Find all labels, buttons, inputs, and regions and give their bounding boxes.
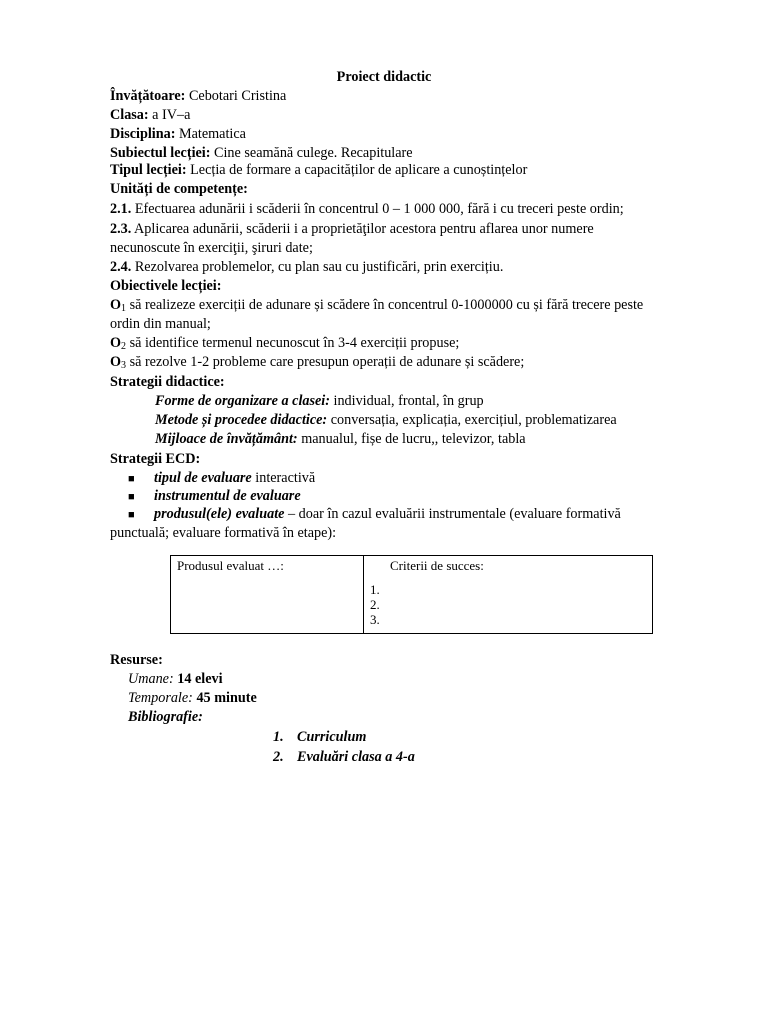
bullet-square-icon: ■ <box>128 509 135 521</box>
resource-time: Temporale: 45 minute <box>128 690 257 706</box>
ecd-bullet-3-continued: punctuală; evaluare formativă în etape): <box>110 525 337 541</box>
strategy-means: Mijloace de învățământ: manualul, fișe de lucru,, televizor, tabla <box>155 431 526 447</box>
competences-heading: Unități de competențe: <box>110 181 248 197</box>
objective-o3: $O_3$ să rezolve 1-2 probleme care presupun operații de adunare și scădere; <box>110 354 525 371</box>
subject-label: Subiectul lecției: <box>110 145 211 161</box>
objective-o1: $O_1$ să realizeze exerciții de adunare și scădere în concentrul 0-1000000 cu și fără trecere peste <box>110 297 644 314</box>
class-value: a IV–a <box>148 107 191 123</box>
evaluation-criteria-table <box>170 555 653 634</box>
objective-o2: $O_2$ să identifice termenul necunoscut în 3-4 exerciții propuse; <box>110 335 460 352</box>
bullet-square-icon: ■ <box>128 473 135 485</box>
objectives-heading: Obiectivele lecției: <box>110 278 222 294</box>
discipline-label: Disciplina: <box>110 126 176 142</box>
competence-item: 2.3. Aplicarea adunării, scăderii i a proprietăţilor acestora pentru aflarea unor numere <box>110 221 594 237</box>
evaluated-product-header: Produsul evaluat …: <box>177 558 284 573</box>
class-line <box>110 106 712 125</box>
criteria-item: 1. <box>370 582 380 597</box>
success-criteria-header: Criterii de succes: <box>390 558 484 573</box>
ecd-bullet-2: ■ instrumentul de evaluare <box>128 487 730 507</box>
ecd-bullet-1: ■ tipul de evaluare interactivă <box>128 469 730 489</box>
objective-o1-continued: ordin din manual; <box>110 316 211 332</box>
competence-item: 2.1. Efectuarea adunării i scăderii în concentrul 0 – 1 000 000, fără i cu treceri peste ordin; <box>110 201 624 217</box>
discipline-value: Matematica <box>175 126 246 142</box>
success-criteria-cell <box>364 556 653 634</box>
strategy-forms: Forme de organizare a clasei: individual, frontal, în grup <box>155 393 484 409</box>
teacher-label: Învățătoare: <box>110 88 186 104</box>
lesson-type-line <box>110 161 712 180</box>
resources-heading: Resurse: <box>110 652 163 668</box>
bibliography-item: 2. Evaluări clasa a 4-a <box>273 749 415 765</box>
evaluated-product-cell <box>171 556 364 634</box>
bullet-square-icon: ■ <box>128 491 135 503</box>
competence-item-continued: necunoscute în exerciţii, şiruri date; <box>110 240 313 256</box>
strategy-methods: Metode și procedee didactice: conversația, explicația, exercițiul, problematizarea <box>155 412 617 428</box>
ecd-heading: Strategii ECD: <box>110 451 201 467</box>
subject-value: Cine seamănă culege. Recapitulare <box>210 145 413 161</box>
criteria-item: 3. <box>370 612 380 627</box>
ecd-bullet-3: ■ produsul(ele) evaluate – doar în cazul evaluării instrumentale (evaluare formativă <box>128 505 712 525</box>
lesson-type-value: Lecția de formare a capacităților de aplicare a cunoștințelor <box>186 162 528 178</box>
teacher-line <box>110 87 712 106</box>
resource-bibliography: Bibliografie: <box>128 709 203 725</box>
document-title: Proiect didactic <box>336 69 432 85</box>
criteria-item: 2. <box>370 597 380 612</box>
class-label: Clasa: <box>110 107 149 123</box>
strategies-heading: Strategii didactice: <box>110 374 225 390</box>
competence-item: 2.4. Rezolvarea problemelor, cu plan sau cu justificări, prin exercițiu. <box>110 259 504 275</box>
bibliography-item: 1. Curriculum <box>273 729 367 745</box>
lesson-type-label: Tipul lecției: <box>110 162 187 178</box>
teacher-value: Cebotari Cristina <box>185 88 287 104</box>
discipline-line <box>110 125 712 144</box>
resource-human: Umane: 14 elevi <box>128 671 223 687</box>
